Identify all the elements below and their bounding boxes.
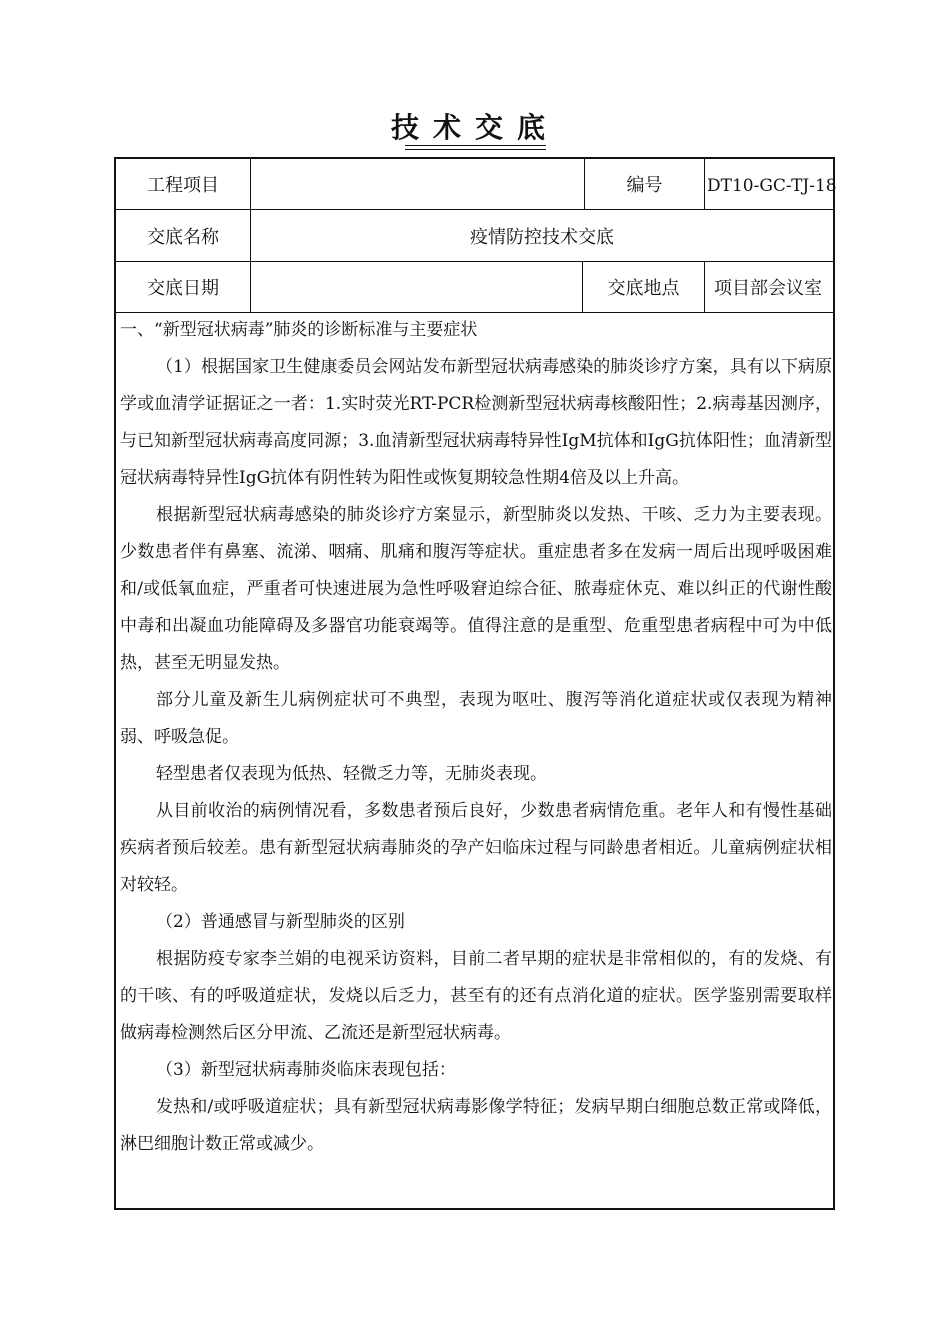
paragraph-symptoms: 根据新型冠状病毒感染的肺炎诊疗方案显示，新型肺炎以发热、干咳、乏力为主要表现。少数患者伴有鼻塞、流涕、咽痛、肌痛和腹泻等症状。重症患者多在发病一周后出现呼吸困难和/或低氧血症，严重者可快速进展为急性呼吸窘迫综合征、脓毒症休克、难以纠正的代谢性酸中毒和出凝血功能障碍及多器官功能衰竭等。值得注意的是重型、危重型患者病程中可为中低热，甚至无明显发热。 [120,505,832,673]
section-heading: 一、“新型冠状病毒”肺炎的诊断标准与主要症状 [120,320,478,340]
number-value: DT10-GC-TJ-18 [707,176,837,196]
column-divider [704,261,705,312]
document-title: 技术交底 [390,111,559,144]
paragraph-clinical: 发热和/或呼吸道症状；具有新型冠状病毒影像学特征；发病早期白细胞总数正常或降低，淋巴细胞计数正常或减少。 [120,1097,832,1154]
subheading-cold-difference: （2）普通感冒与新型肺炎的区别 [156,912,405,932]
disclosure-table [114,157,835,1210]
name-label: 交底名称 [147,227,219,248]
title-underline-double [405,149,546,150]
location-value: 项目部会议室 [714,278,822,299]
number-label: 编号 [626,175,663,196]
paragraph-mild: 轻型患者仅表现为低热、轻微乏力等，无肺炎表现。 [156,764,547,784]
disclosure-content [120,317,832,1163]
title-underline [405,145,546,146]
paragraph-children: 部分儿童及新生儿病例症状可不典型，表现为呕吐、腹泻等消化道症状或仅表现为精神弱、呼吸急促。 [120,690,832,747]
row-divider [116,261,833,262]
row-divider [116,312,833,313]
date-label: 交底日期 [147,278,219,299]
column-divider [704,159,705,209]
paragraph-prognosis: 从目前收治的病例情况看，多数患者预后良好，少数患者病情危重。老年人和有慢性基础疾病者预后较差。患有新型冠状病毒肺炎的孕产妇临床过程与同龄患者相近。儿童病例症状相对较轻。 [120,801,832,895]
paragraph-diagnosis: （1）根据国家卫生健康委员会网站发布新型冠状病毒感染的肺炎诊疗方案，具有以下病原学或血清学证据证之一者：1.实时荧光RT-PCR检测新型冠状病毒核酸阳性；2.病毒基因测序，与已知新型冠状病毒高度同源；3.血清新型冠状病毒特异性IgM抗体和IgG抗体阳性；血清新型冠状病毒特异性IgG抗体有阴性转为阳性或恢复期较急性期4倍及以上升高。 [120,357,832,488]
project-label: 工程项目 [147,175,219,196]
location-label: 交底地点 [607,278,680,299]
name-value: 疫情防控技术交底 [470,227,614,248]
paragraph-cold-difference: 根据防疫专家李兰娟的电视采访资料，目前二者早期的症状是非常相似的，有的发烧、有的干咳、有的呼吸道症状，发烧以后乏力，甚至有的还有点消化道的症状。医学鉴别需要取样做病毒检测然后区分甲流、乙流还是新型冠状病毒。 [120,949,832,1043]
row-divider [116,209,833,210]
subheading-clinical: （3）新型冠状病毒肺炎临床表现包括： [156,1060,456,1080]
